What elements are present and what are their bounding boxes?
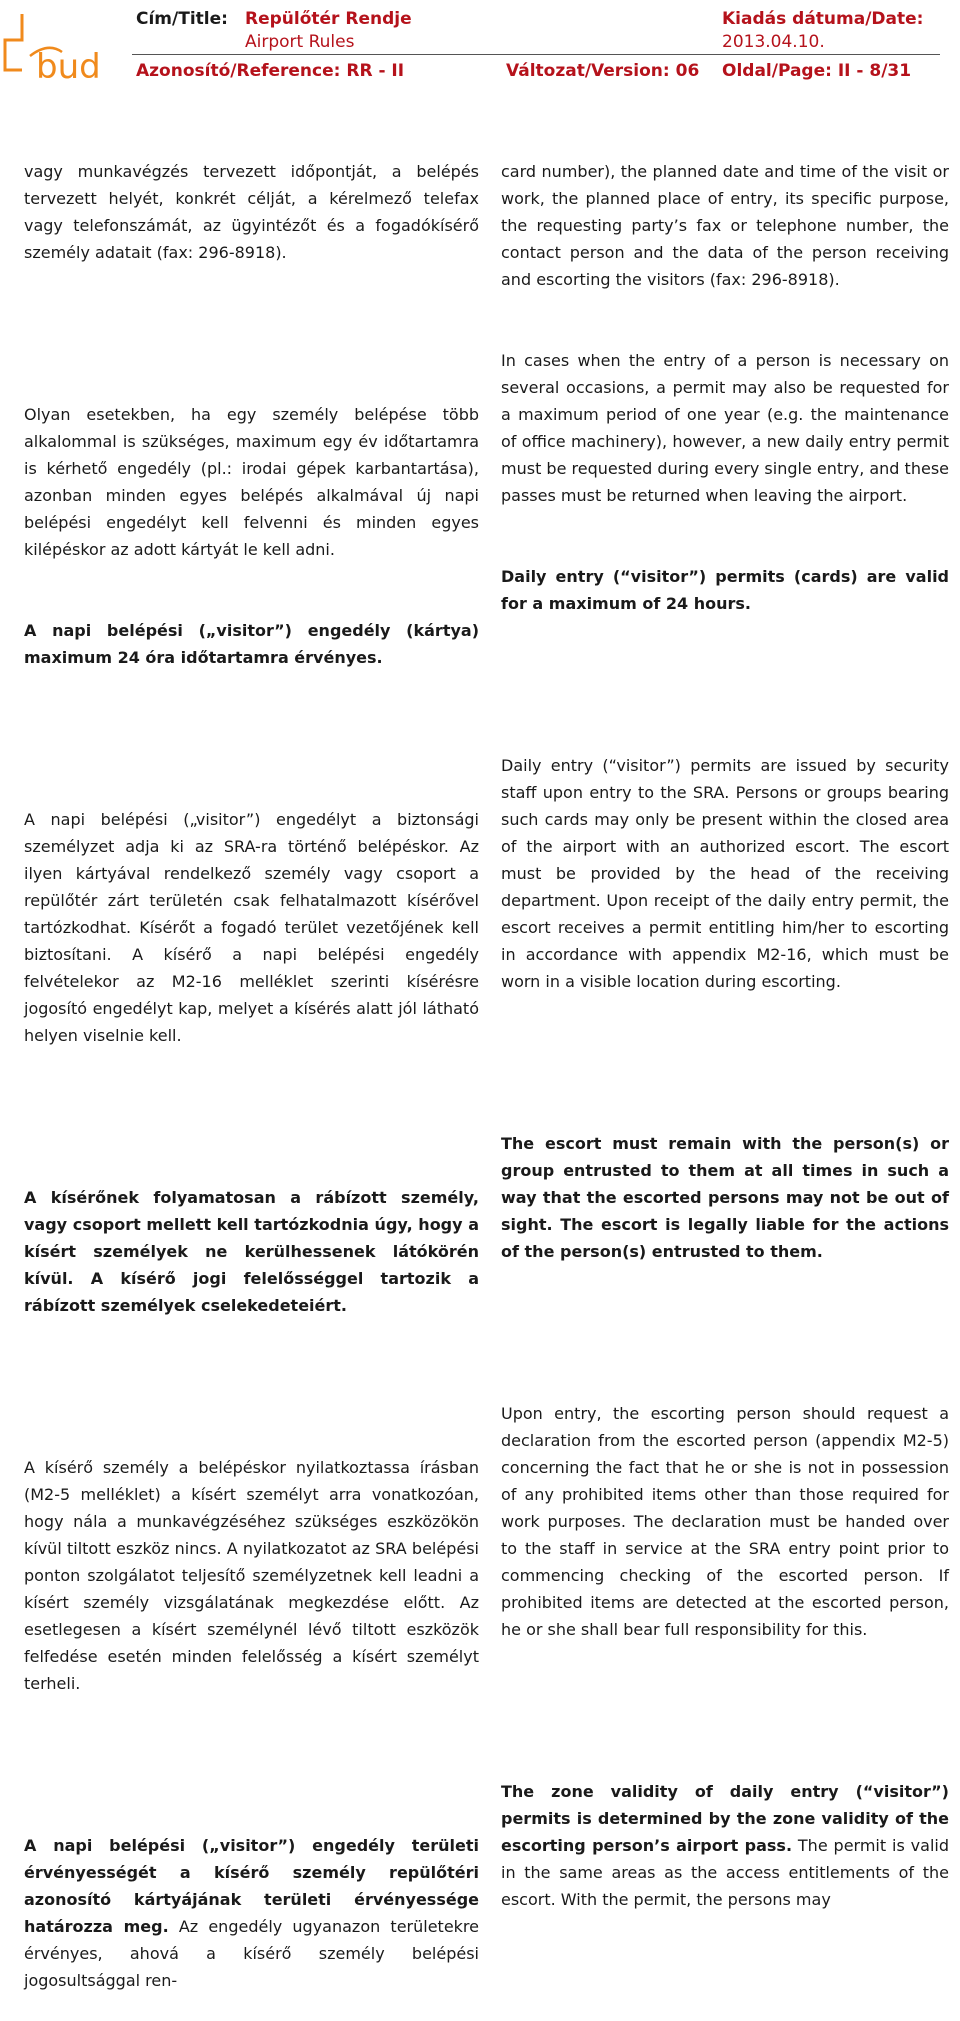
paragraph: A kísérő személy a belépéskor nyilatkoztassa írásban (M2-5 melléklet) a kísért személyt arra vonatkozóan, hogy nála a munkavégzéséhez szükséges eszközökön kívül tiltott eszköz nincs. A nyilatkozatot az SRA belépési ponton szolgálatot teljesítő személyzetnek kell leadni a kísért személy vizsgálatának megkezdése előtt. Az esetlegesen a kísért személynél lévő tiltott eszközök felfedése esetén minden felelősség a kísért személyt terheli. — [24, 1458, 485, 1693]
title-english: Airport Rules — [245, 32, 355, 52]
title-hungarian: Repülőtér Rendje — [245, 9, 412, 29]
paragraph-regular-part: Az engedély ugyanazon területekre érvényes, ahová a kísérő személy belépési jogosultsággal ren- — [24, 1917, 485, 1990]
paragraph: Daily entry (“visitor”) permits are issued by security staff upon entry to the SRA. Persons or groups bearing such cards may only be present within the closed area of the airport with an authorized escort. The escort must be provided by the head of the receiving department. Upon receipt of the daily entry permit, the escort receives a permit entitling him/her to escorting in accordance with appendix M2-16, which must be worn in a visible location during escorting. — [501, 756, 955, 991]
document-header — [0, 0, 960, 88]
paragraph-bold: A napi belépési („visitor”) engedély (kártya) maximum 24 óra időtartamra érvényes. — [24, 621, 485, 667]
version-label: Változat/Version: 06 — [506, 61, 700, 81]
paragraph-bold: A kísérőnek folyamatosan a rábízott személy, vagy csoport mellett kell tartózkodnia úgy, hogy a kísért személyek ne kerülhessenek látókörén kívül. A kísérő jogi felelősséggel tartozik a rábízott személyek cselekedeteiért. — [24, 1188, 485, 1315]
page-label: Oldal/Page: II - 8/31 — [722, 61, 912, 81]
paragraph: Olyan esetekben, ha egy személy belépése több alkalommal is szükséges, maximum egy év időtartamra is kérhető engedély (pl.: irodai gépek karbantartása), azonban minden egyes belépés alkalmával új napi belépési engedélyt kell felvenni és minden egyes kilépéskor az adott kártyát le kell adni. — [24, 405, 485, 559]
paragraph-mixed — [501, 1778, 955, 1913]
bud-logo — [0, 12, 120, 84]
hungarian-column — [24, 104, 485, 2021]
paragraph-bold-part: The zone validity of daily entry (“visitor”) permits is determined by the zone validity of the escorting person’s airport pass. — [501, 1782, 955, 1855]
title-label: Cím/Title: — [136, 9, 228, 29]
reference-label: Azonosító/Reference: RR - II — [136, 61, 405, 81]
paragraph-mixed — [24, 1832, 485, 1994]
date-label: Kiadás dátuma/Date: — [722, 9, 924, 29]
paragraph-bold: The escort must remain with the person(s) or group entrusted to them at all times in such a way that the escorted persons may not be out of sight. The escort is legally liable for the actions of the person(s) entrusted to them. — [501, 1134, 955, 1261]
paragraph: A napi belépési („visitor”) engedélyt a biztonsági személyzet adja ki az SRA-ra történő belépéskor. Az ilyen kártyával rendelkező személy vagy csoport a repülőtér zárt területén csak felhatalmazott kísérővel tartózkodhat. Kísérőt a fogadó terület vezetőjének kell biztosítani. A kísérő a napi belépési engedély felvételekor az M2-16 melléklet szerinti kísérésre jogosító engedélyt kap, melyet a kísérés alatt jól látható helyen viselnie kell. — [24, 810, 485, 1045]
paragraph-bold-part: A napi belépési („visitor”) engedély területi érvényességét a kísérő személy repülőtéri azonosító kártyájának területi érvényessége határozza meg. — [24, 1836, 485, 1936]
paragraph-bold: Daily entry (“visitor”) permits (cards) are valid for a maximum of 24 hours. — [501, 567, 955, 613]
header-divider — [132, 54, 940, 55]
paragraph: vagy munkavégzés tervezett időpontját, a belépés tervezett helyét, konkrét célját, a kérelmező telefax vagy telefonszámát, az ügyintézőt és a fogadókísérő személy adatait (fax: 296-8918). — [24, 162, 485, 262]
english-column — [501, 104, 955, 1940]
logo-text: bud — [36, 47, 101, 84]
paragraph-regular-part: The permit is valid in the same areas as the access entitlements of the escort. With the permit, the persons may — [501, 1836, 955, 1909]
date-value: 2013.04.10. — [722, 32, 825, 52]
paragraph: In cases when the entry of a person is necessary on several occasions, a permit may also be requested for a maximum period of one year (e.g. the maintenance of office machinery), however, a new daily entry permit must be requested during every single entry, and these passes must be returned when leaving the airport. — [501, 351, 955, 505]
paragraph: card number), the planned date and time of the visit or work, the planned place of entry, its specific purpose, the requesting party’s fax or telephone number, the contact person and the data of the person receiving and escorting the visitors (fax: 296-8918). — [501, 162, 955, 289]
paragraph: Upon entry, the escorting person should request a declaration from the escorted person (appendix M2-5) concerning the fact that he or she is not in possession of any prohibited items other than those required for work purposes. The declaration must be handed over to the staff in service at the SRA entry point prior to commencing checking of the escorted person. If prohibited items are detected at the escorted person, he or she shall bear full responsibility for this. — [501, 1404, 955, 1639]
